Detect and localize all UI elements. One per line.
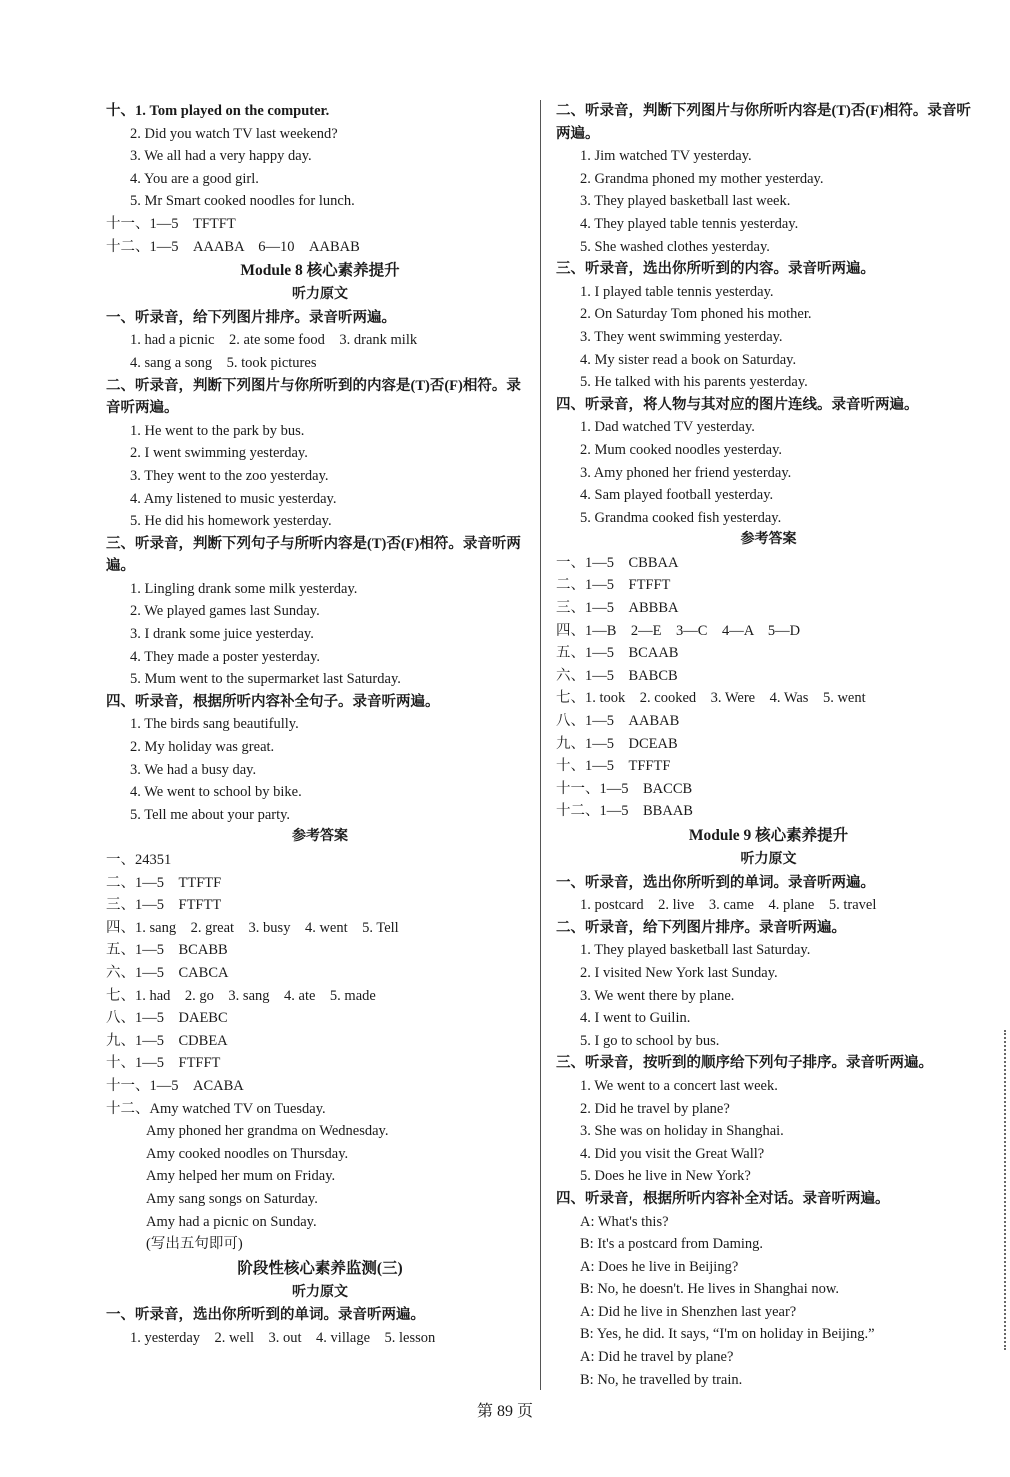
- item-line: 1. They played basketball last Saturday.: [580, 942, 811, 959]
- answer-line: 十二、Amy watched TV on Tuesday.: [106, 1100, 326, 1117]
- item-line: B: No, he travelled by train.: [580, 1371, 743, 1388]
- item-line: A: Did he live in Shenzhen last year?: [580, 1303, 797, 1320]
- right-column: [556, 100, 981, 1391]
- answer-line: 三、1—5 FTFTT: [106, 897, 222, 914]
- item-line: 2. We played games last Sunday.: [130, 603, 320, 620]
- question-heading: 三、听录音，选出你所听到的内容。录音听两遍。: [556, 261, 875, 278]
- item-line: A: Did he travel by plane?: [580, 1349, 734, 1366]
- answer-line: 七、1. took 2. cooked 3. Were 4. Was 5. went: [556, 690, 866, 707]
- answer-line: 十、1—5 TFFTF: [556, 758, 671, 775]
- item-line: 2. I went swimming yesterday.: [130, 445, 308, 462]
- item-line: Amy sang songs on Saturday.: [146, 1190, 318, 1207]
- item-line: 1. The birds sang beautifully.: [130, 716, 299, 733]
- question-heading: 一、听录音，选出你所听到的单词。录音听两遍。: [106, 1307, 425, 1324]
- item-line: 1. yesterday 2. well 3. out 4. village 5. lesson: [130, 1329, 436, 1346]
- item-line: (写出五句即可): [146, 1236, 243, 1253]
- item-line: 4. They made a poster yesterday.: [130, 648, 321, 665]
- answer-line: 十二、1—5 AAABA 6—10 AABAB: [106, 238, 360, 255]
- answer-line: 一、24351: [106, 852, 172, 868]
- item-line: Amy phoned her grandma on Wednesday.: [146, 1123, 389, 1140]
- answer-line: 二、1—5 FTFFT: [556, 577, 671, 594]
- item-line: 1. Lingling drank some milk yesterday.: [130, 580, 358, 597]
- answer-line: 十二、1—5 BBAAB: [556, 803, 693, 820]
- item-line: 2. Did he travel by plane?: [580, 1100, 730, 1117]
- item-line: 5. Grandma cooked fish yesterday.: [580, 509, 782, 526]
- subheading: 听力原文: [292, 1284, 348, 1300]
- question-heading: 三、听录音，判断下列句子与所听内容是(T)否(F)相符。录音听两遍。: [106, 535, 521, 575]
- answer-line: 八、1—5 AABAB: [556, 713, 680, 730]
- page-number: 第 89 页: [476, 1403, 533, 1420]
- item-line: 5. Tell me about your party.: [130, 806, 291, 823]
- item-line: 3. They went to the zoo yesterday.: [130, 467, 329, 484]
- item-line: A: What's this?: [580, 1213, 669, 1230]
- answer-line: 七、1. had 2. go 3. sang 4. ate 5. made: [106, 987, 376, 1004]
- left-column: [106, 100, 534, 1349]
- question-heading: 四、听录音，根据所听内容补全句子。录音听两遍。: [106, 693, 440, 710]
- answer-line: 五、1—5 BCABB: [106, 942, 228, 959]
- item-line: 4. My sister read a book on Saturday.: [580, 351, 797, 368]
- item-line: 5. Does he live in New York?: [580, 1168, 751, 1185]
- section-heading: Module 8 核心素养提升: [240, 262, 400, 280]
- item-line: 2. My holiday was great.: [130, 739, 275, 756]
- column-divider: [540, 100, 541, 1390]
- item-line: 4. We went to school by bike.: [130, 784, 302, 801]
- subheading: 参考答案: [740, 532, 797, 548]
- question-heading: 二、听录音，给下列图片排序。录音听两遍。: [556, 919, 846, 936]
- question-heading: 一、听录音，选出你所听到的单词。录音听两遍。: [556, 874, 875, 891]
- answer-line: 六、1—5 CABCA: [106, 964, 229, 981]
- question-heading: 一、听录音，给下列图片排序。录音听两遍。: [106, 309, 396, 326]
- item-line: A: Does he live in Beijing?: [580, 1258, 739, 1275]
- item-line: B: Yes, he did. It says, “I'm on holiday in Beijing.”: [580, 1326, 875, 1343]
- item-line: 1. Jim watched TV yesterday.: [580, 148, 752, 165]
- answer-line: 三、1—5 ABBBA: [556, 600, 679, 617]
- answer-line: 九、1—5 DCEAB: [556, 735, 678, 752]
- answer-line: 十一、1—5 TFTFT: [106, 215, 236, 232]
- item-line: 3. We had a busy day.: [130, 761, 257, 778]
- item-line: 3. She was on holiday in Shanghai.: [580, 1123, 784, 1140]
- item-line: 2. Mum cooked noodles yesterday.: [580, 441, 783, 458]
- item-line: 3. Amy phoned her friend yesterday.: [580, 464, 792, 481]
- item-line: 4. You are a good girl.: [130, 170, 259, 187]
- item-line: B: No, he doesn't. He lives in Shanghai now.: [580, 1281, 840, 1298]
- item-line: 3. We went there by plane.: [580, 987, 735, 1004]
- question-heading: 三、听录音，按听到的顺序给下列句子排序。录音听两遍。: [556, 1055, 933, 1072]
- item-line: 4. Sam played football yesterday.: [580, 487, 774, 504]
- item-line: Amy cooked noodles on Thursday.: [146, 1145, 349, 1162]
- item-line: 1. We went to a concert last week.: [580, 1077, 778, 1094]
- item-line: 2. Grandma phoned my mother yesterday.: [580, 170, 824, 187]
- answer-line: 四、1. sang 2. great 3. busy 4. went 5. Tell: [106, 919, 399, 936]
- answer-line: 五、1—5 BCAAB: [556, 645, 679, 662]
- item-line: 4. They played table tennis yesterday.: [580, 215, 799, 232]
- answer-line: 四、1—B 2—E 3—C 4—A 5—D: [556, 622, 801, 639]
- answer-line: 十、1—5 FTFFT: [106, 1055, 221, 1072]
- item-line: 4. sang a song 5. took pictures: [130, 354, 317, 371]
- item-line: Amy helped her mum on Friday.: [146, 1168, 336, 1185]
- question-heading: 十、1. Tom played on the computer.: [106, 103, 330, 119]
- item-line: 2. Did you watch TV last weekend?: [130, 125, 338, 142]
- question-heading: 二、听录音，判断下列图片与你所听到的内容是(T)否(F)相符。录音听两遍。: [106, 377, 521, 417]
- answer-line: 一、1—5 CBBAA: [556, 554, 679, 571]
- item-line: 5. He talked with his parents yesterday.: [580, 374, 808, 391]
- item-line: 1. Dad watched TV yesterday.: [580, 419, 755, 436]
- item-line: 3. They played basketball last week.: [580, 193, 791, 210]
- item-line: 3. I drank some juice yesterday.: [130, 626, 314, 643]
- item-line: 1. had a picnic 2. ate some food 3. drank milk: [130, 332, 418, 349]
- subheading: 听力原文: [740, 852, 797, 867]
- question-heading: 二、听录音，判断下列图片与你所听内容是(T)否(F)相符。录音听两遍。: [556, 103, 971, 142]
- answer-line: 八、1—5 DAEBC: [106, 1010, 228, 1027]
- answer-line: 六、1—5 BABCB: [556, 667, 678, 684]
- item-line: 3. We all had a very happy day.: [130, 148, 312, 165]
- item-line: 5. She washed clothes yesterday.: [580, 238, 770, 255]
- answer-line: 十一、1—5 ACABA: [106, 1077, 244, 1094]
- section-heading: Module 9 核心素养提升: [688, 827, 849, 844]
- answer-line: 九、1—5 CDBEA: [106, 1032, 228, 1049]
- item-line: 2. On Saturday Tom phoned his mother.: [580, 306, 812, 323]
- item-line: 5. Mr Smart cooked noodles for lunch.: [130, 193, 355, 210]
- question-heading: 四、听录音，将人物与其对应的图片连线。录音听两遍。: [556, 396, 919, 413]
- item-line: B: It's a postcard from Daming.: [580, 1236, 764, 1253]
- answer-line: 二、1—5 TTFTF: [106, 874, 222, 891]
- item-line: 5. He did his homework yesterday.: [130, 513, 332, 530]
- item-line: 5. I go to school by bus.: [580, 1032, 720, 1049]
- item-line: 1. He went to the park by bus.: [130, 422, 305, 439]
- subheading: 参考答案: [292, 829, 348, 845]
- item-line: 3. They went swimming yesterday.: [580, 328, 783, 345]
- item-line: 4. Did you visit the Great Wall?: [580, 1145, 765, 1162]
- item-line: 5. Mum went to the supermarket last Saturday.: [130, 671, 401, 688]
- item-line: 4. I went to Guilin.: [580, 1010, 691, 1027]
- question-heading: 四、听录音，根据所听内容补全对话。录音听两遍。: [556, 1190, 890, 1207]
- subheading: 听力原文: [292, 287, 348, 303]
- answer-line: 十一、1—5 BACCB: [556, 780, 693, 797]
- item-line: Amy had a picnic on Sunday.: [146, 1213, 317, 1230]
- section-heading: 阶段性核心素养监测(三): [237, 1259, 403, 1277]
- binding-edge: [996, 1030, 1006, 1350]
- item-line: 2. I visited New York last Sunday.: [580, 964, 778, 981]
- item-line: 1. I played table tennis yesterday.: [580, 283, 774, 300]
- item-line: 4. Amy listened to music yesterday.: [130, 490, 337, 507]
- item-line: 1. postcard 2. live 3. came 4. plane 5. travel: [580, 897, 877, 914]
